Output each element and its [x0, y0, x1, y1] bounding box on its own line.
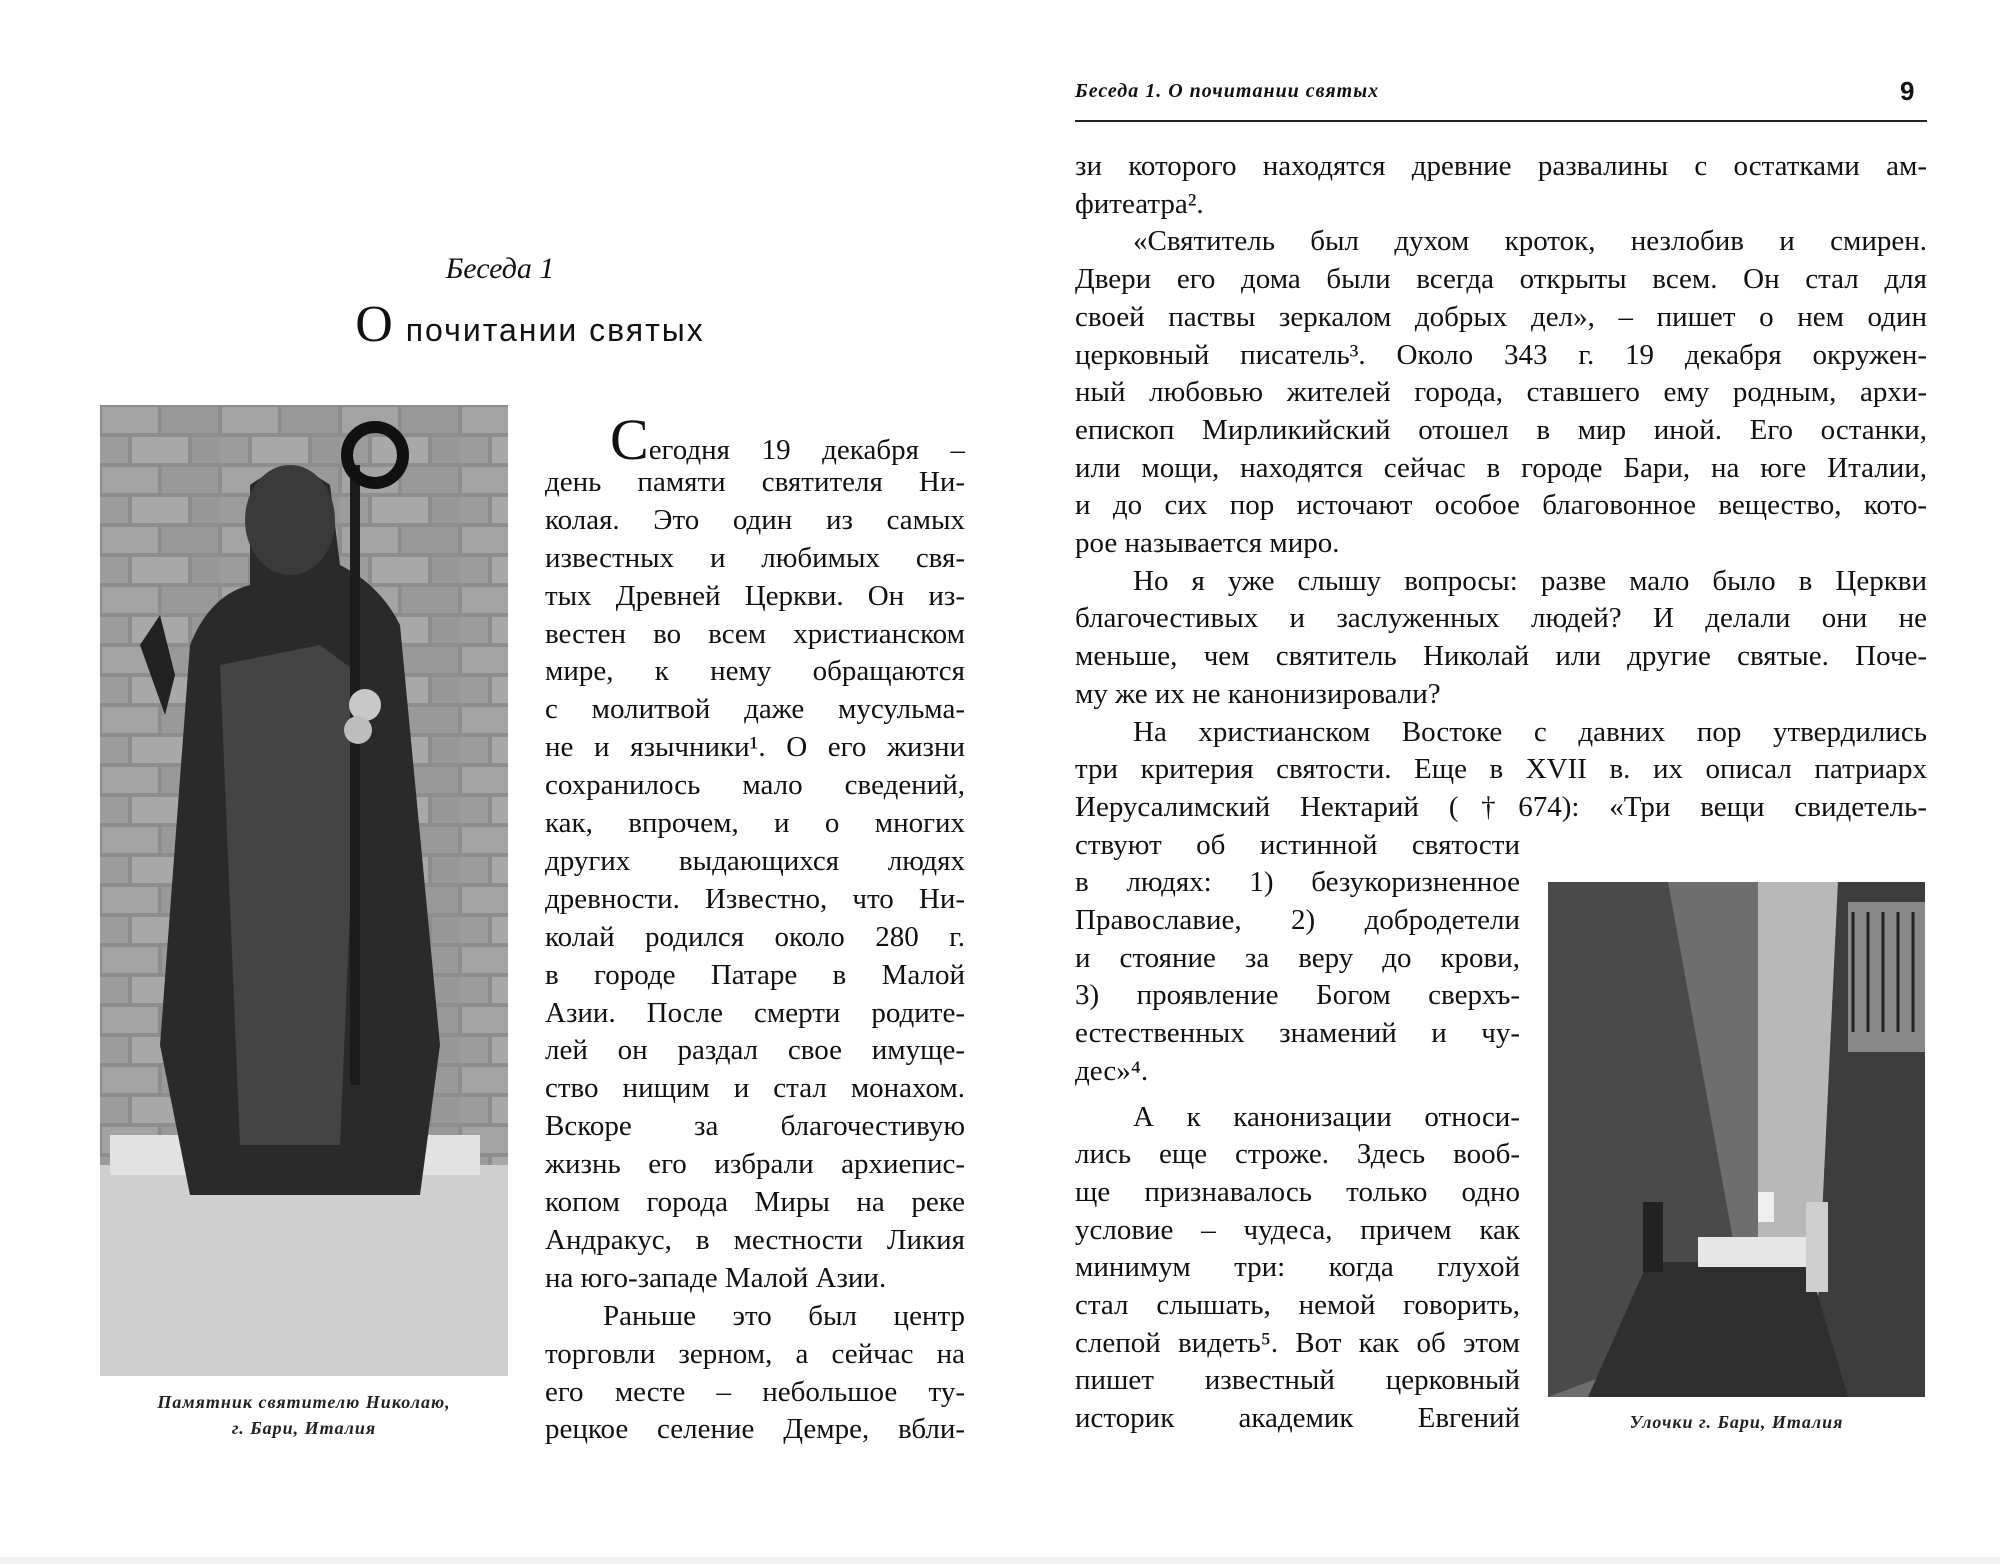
drop-cap: С — [610, 407, 649, 472]
text-line: в людях: 1) безукоризненное — [1075, 866, 1520, 899]
text-line: 3) проявление Богом сверхъ- — [1075, 979, 1520, 1012]
text-line: ный любовью жителей города, ставшего ему родным, архи- — [1075, 376, 1927, 409]
text-line: колая. Это один из самых — [545, 503, 965, 536]
statue-photo-graphic — [100, 405, 508, 1376]
text-line: фитеатра². — [1075, 187, 1204, 220]
text-line: Андракус, в местности Ликия — [545, 1223, 965, 1256]
statue-photo-caption — [100, 1389, 508, 1441]
page-number: 9 — [1900, 76, 1915, 106]
text-line: ство нищим и стал монахом. — [545, 1072, 965, 1105]
text-line: мире, к нему обращаются — [545, 655, 965, 688]
text-line: лей он раздал свое имуще- — [545, 1034, 965, 1067]
text-line: условие – чудеса, причем как — [1075, 1213, 1520, 1246]
text-line: колай родился около 280 г. — [545, 920, 965, 953]
text-line: церковный писатель³. Около 343 г. 19 декабря окружен- — [1075, 338, 1927, 371]
text-line: в городе Патаре в Малой — [545, 958, 965, 991]
chapter-title-rest: почитании святых — [405, 312, 705, 348]
text-line: му же их не канонизировали? — [1075, 677, 1441, 710]
text-line: древности. Известно, что Ни- — [545, 882, 965, 915]
text-line: торговли зерном, а сейчас на — [545, 1337, 965, 1370]
text-line: Раньше это был центр — [603, 1299, 965, 1332]
text-line: На христианском Востоке с давних пор утвердились — [1133, 715, 1927, 748]
text-line: сохранилось мало сведений, — [545, 769, 965, 802]
text-line: и стояние за веру до крови, — [1075, 941, 1520, 974]
text-line: Двери его дома были всегда открыты всем. Он стал для — [1075, 263, 1927, 296]
text-span: егодня 19 декабря – — [648, 434, 965, 466]
text-line: историк академик Евгений — [1075, 1402, 1520, 1435]
text-line: А к канонизации относи- — [1133, 1100, 1520, 1133]
text-line: рецкое селение Демре, вбли- — [545, 1413, 965, 1446]
text-line: три критерия святости. Еще в XVII в. их описал патриарх — [1075, 753, 1927, 786]
street-photo-graphic — [1548, 882, 1925, 1397]
right-page — [1000, 0, 2000, 1564]
text-line: копом города Миры на реке — [545, 1186, 965, 1218]
caption-line: г. Бари, Италия — [231, 1418, 377, 1438]
first-text-line — [610, 407, 965, 472]
text-line: вестен во всем христианском — [545, 617, 965, 650]
text-line: его месте – небольшое ту- — [545, 1375, 965, 1408]
header-rule — [1075, 120, 1927, 122]
text-line: минимум три: когда глухой — [1075, 1251, 1520, 1284]
chapter-title-initial: О — [355, 296, 395, 353]
bari-street-photo — [1548, 882, 1925, 1397]
text-line: не и язычники¹. О его жизни — [545, 731, 965, 764]
text-line: жизнь его избрали архиепис- — [545, 1148, 965, 1181]
text-line: Азии. После смерти родите- — [545, 996, 965, 1029]
text-line: «Святитель был духом кроток, незлобив и смирен. — [1133, 225, 1927, 258]
text-line: других выдающихся людях — [545, 844, 965, 877]
running-header: Беседа 1. О почитании святых — [1075, 80, 1380, 102]
text-line: Но я уже слышу вопросы: разве мало было в Церкви — [1133, 564, 1927, 597]
text-line: Иерусалимский Нектарий (†674): «Три вещи свидетель- — [1075, 790, 1927, 823]
chapter-title — [0, 295, 1060, 354]
text-line: лись еще строже. Здесь вооб- — [1075, 1138, 1520, 1171]
text-line: Православие, 2) добродетели — [1075, 904, 1520, 936]
text-line: рое называется миро. — [1075, 527, 1340, 559]
street-photo-caption: Улочки г. Бари, Италия — [1629, 1412, 1844, 1432]
text-line: пишет известный церковный — [1075, 1364, 1520, 1397]
text-line: меньше, чем святитель Николай или другие святые. Поче- — [1075, 640, 1927, 673]
text-line: с молитвой даже мусульма- — [545, 693, 965, 726]
text-line: слепой видеть⁵. Вот как об этом — [1075, 1326, 1520, 1359]
text-line: ще признавалось только одно — [1075, 1175, 1520, 1208]
text-line: Вскоре за благочестивую — [545, 1110, 965, 1143]
text-line: своей паствы зеркалом добрых дел», – пишет о нем один — [1075, 300, 1927, 333]
caption-line: Памятник святителю Николаю, — [157, 1392, 451, 1412]
bottom-band — [0, 1557, 2000, 1564]
text-line: как, впрочем, и о многих — [545, 807, 965, 839]
text-line: епископ Мирликийский отошел в мир иной. Его останки, — [1075, 413, 1927, 446]
text-line: на юго-западе Малой Азии. — [545, 1261, 887, 1294]
text-line: известных и любимых свя- — [545, 541, 965, 574]
text-line: дес»⁴. — [1075, 1054, 1149, 1087]
text-line: или мощи, находятся сейчас в городе Бари, на юге Италии, — [1075, 451, 1927, 484]
text-line: естественных знамений и чу- — [1075, 1017, 1520, 1050]
text-line: тых Древней Церкви. Он из- — [545, 579, 965, 612]
text-line: и до сих пор источают особое благовонное вещество, кото- — [1075, 489, 1927, 522]
text-line: зи которого находятся древние развалины с остатками ам- — [1075, 150, 1927, 182]
text-line: день памяти святителя Ни- — [545, 465, 965, 498]
text-line: ствуют об истинной святости — [1075, 828, 1520, 861]
chapter-label: Беседа 1 — [445, 252, 555, 285]
statue-of-st-nicholas-photo — [100, 405, 508, 1376]
text-line: благочестивых и заслуженных людей? И делали они не — [1075, 602, 1927, 635]
text-line: стал слышать, немой говорить, — [1075, 1289, 1520, 1321]
